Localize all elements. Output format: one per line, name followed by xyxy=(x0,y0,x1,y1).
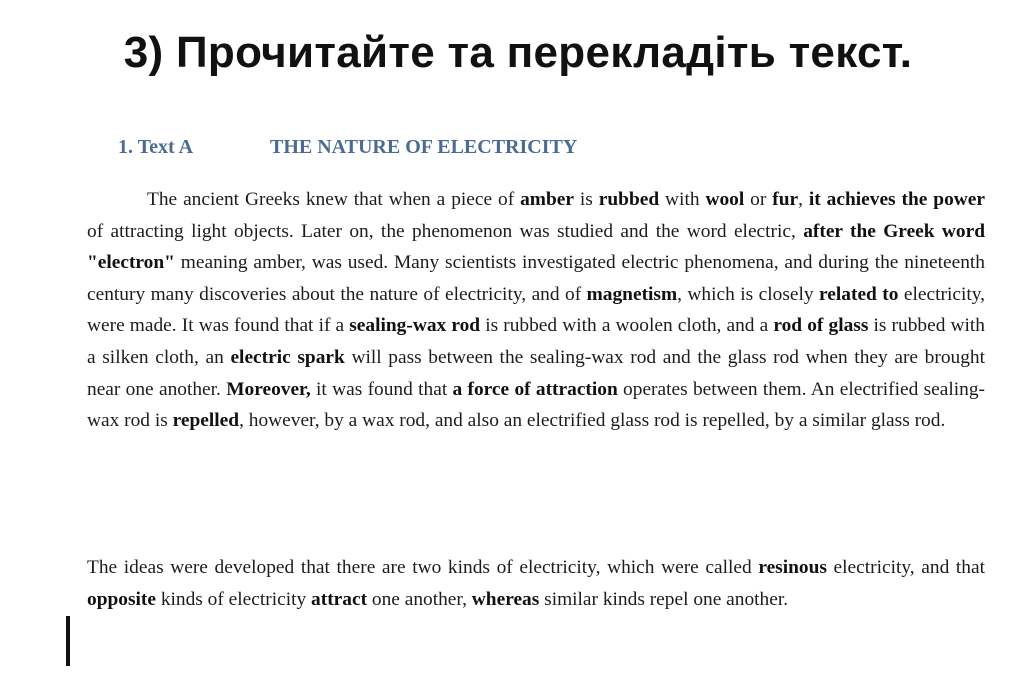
bold-term: whereas xyxy=(471,588,540,610)
text-run: operates between them. An electrified sealing-wax rod is xyxy=(87,378,985,432)
text-run: electricity, were made. It was found that if a xyxy=(87,283,986,337)
text-run: , however, by a wax rod, and also an electrified glass rod is repelled, by a similar glass rod. xyxy=(239,410,946,432)
section-number: 1. Text A xyxy=(118,136,194,158)
text-cursor xyxy=(66,616,70,666)
text-run: with xyxy=(659,189,706,210)
paragraph-2 xyxy=(87,552,985,615)
bold-term: magnetism xyxy=(586,283,678,305)
bold-term: Moreover, xyxy=(226,378,311,400)
bold-term: sealing-wax rod xyxy=(349,315,481,337)
text-run: one another, xyxy=(367,588,472,610)
section-heading xyxy=(118,136,578,159)
text-run: , xyxy=(798,189,809,210)
bold-term: opposite xyxy=(87,588,156,610)
text-run: electricity, and that xyxy=(826,557,985,578)
bold-term: wool xyxy=(705,189,745,210)
bold-term: repelled xyxy=(172,410,240,432)
text-run: is xyxy=(573,189,599,210)
text-run: , which is closely xyxy=(677,283,820,305)
bold-term: resinous xyxy=(758,557,827,578)
bold-term: rubbed xyxy=(598,189,660,210)
text-run: will pass between the sealing-wax rod and the glass rod when they are brought near one another. xyxy=(87,346,985,400)
bold-term: rod of glass xyxy=(773,315,869,337)
bold-term: after the Greek word "electron" xyxy=(87,220,985,274)
text-run: it was found that xyxy=(310,378,453,400)
text-run: The ideas were developed that there are two kinds of electricity, which were called xyxy=(87,557,759,578)
bold-term: attract xyxy=(311,588,368,610)
section-title: THE NATURE OF ELECTRICITY xyxy=(270,136,578,158)
text-run: kinds of electricity xyxy=(155,588,312,610)
bold-term: it achieves the power xyxy=(808,189,985,210)
text-run: is rubbed with a woolen cloth, and a xyxy=(480,315,774,337)
bold-term: related to xyxy=(819,283,899,305)
paragraph-1 xyxy=(87,184,985,437)
task-title: 3) Прочитайте та перекладіть текст. xyxy=(123,28,913,77)
text-run: of attracting light objects. Later on, the phenomenon was studied and the word electric, xyxy=(87,220,804,242)
text-run: is rubbed with a silken cloth, an xyxy=(87,315,985,368)
text-run: meaning amber, was used. Many scientists investigated electric phenomena, and during the nineteenth century many discoveries about the nature of electricity, and of xyxy=(87,252,985,305)
bold-term: electric spark xyxy=(230,346,345,368)
text-run: similar kinds repel one another. xyxy=(539,588,789,610)
bold-term: a force of attraction xyxy=(452,378,618,400)
text-run: or xyxy=(744,189,773,210)
text-run: The ancient Greeks knew that when a piece of xyxy=(147,189,521,210)
bold-term: fur xyxy=(772,189,799,210)
bold-term: amber xyxy=(520,189,574,210)
